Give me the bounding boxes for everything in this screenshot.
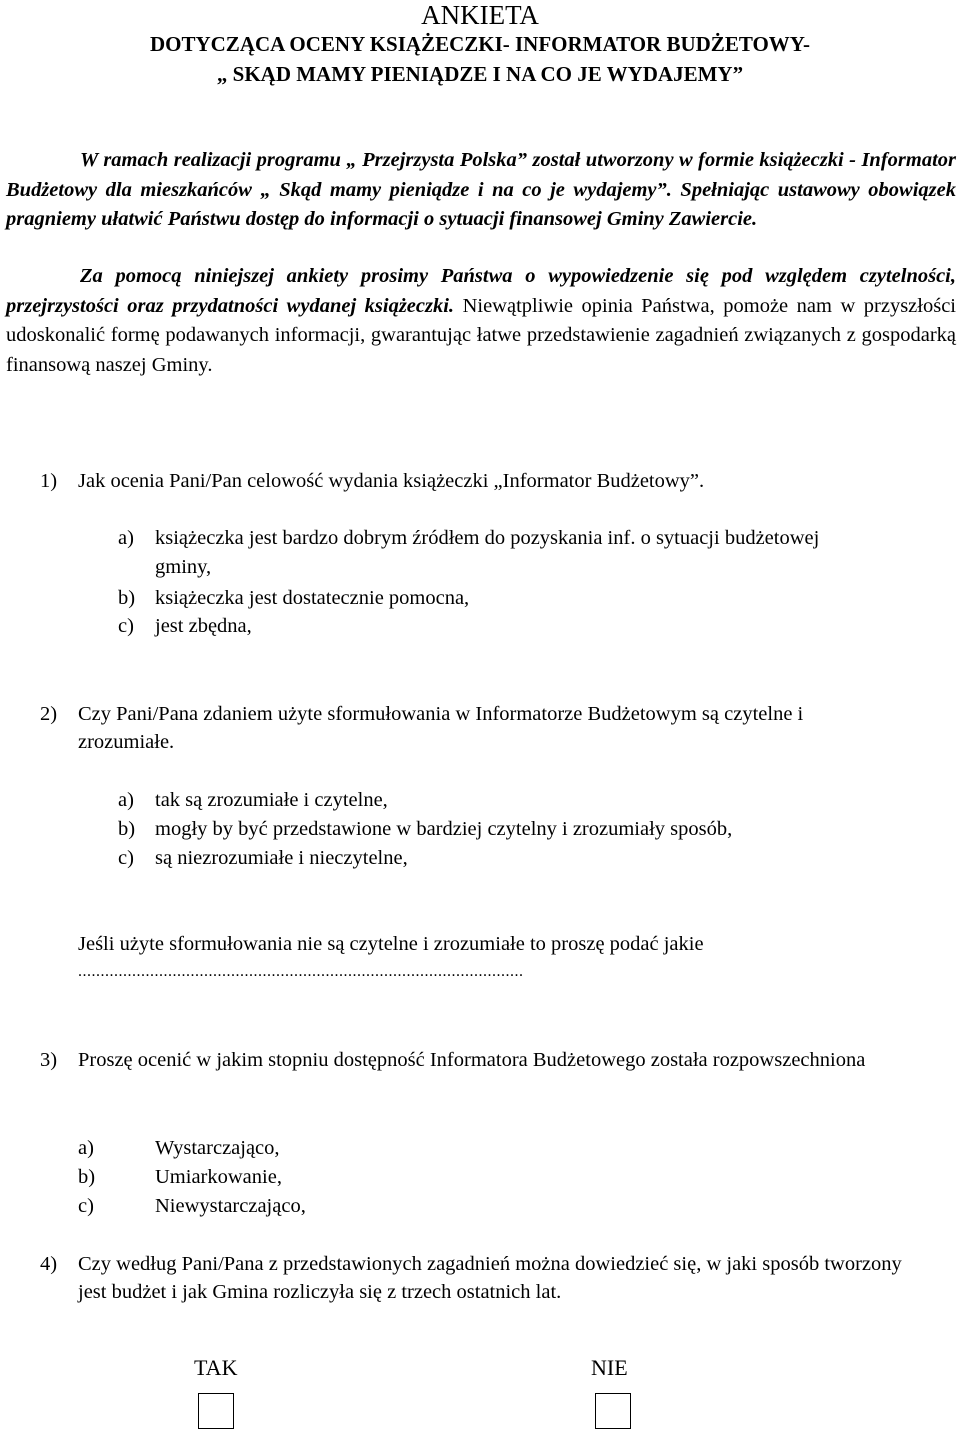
document-title: ANKIETA — [421, 0, 539, 30]
question-1-option-c[interactable] — [0, 612, 960, 642]
option-label: c) — [118, 847, 134, 869]
question-2-option-a[interactable] — [0, 786, 960, 816]
intro-paragraph-1: W ramach realizacji programu „ Przejrzysta Polska” został utworzony w formie książeczki - Informator Budżetowy dla mieszkańców „ Skąd mamy pieniądze i na co je wydajemy”. Spełniając ustawowy obowiązek pragniemy ułatwić Państwu dostęp do informacji o sytuacji finansowej Gminy Zawiercie. — [6, 149, 956, 230]
document-subtitle-line2: „ SKĄD MAMY PIENIĄDZE I NA CO JE WYDAJEMY” — [216, 62, 744, 86]
option-label: c) — [78, 1195, 94, 1217]
option-label: b) — [118, 587, 136, 609]
option-label: b) — [78, 1166, 96, 1188]
question-2-option-c[interactable] — [0, 844, 960, 874]
question-1-number: 1) — [40, 470, 58, 492]
question-1-text: Jak ocenia Pani/Pan celowość wydania książeczki „Informator Budżetowy”. — [78, 470, 705, 492]
question-2-option-b[interactable] — [0, 815, 960, 845]
intro-paragraph-2-italic: Za pomocą niniejszej ankiety prosimy Państwa o wypowiedzenie się pod względem czytelności, przejrzystości oraz przydatności wydanej książeczki. — [6, 265, 956, 317]
option-label: b) — [118, 818, 136, 840]
question-2 — [0, 700, 960, 760]
question-1-option-a[interactable] — [0, 524, 960, 584]
question-1-option-b[interactable] — [0, 584, 960, 614]
option-label: c) — [118, 615, 134, 637]
option-text: Niewystarczająco, — [155, 1195, 306, 1217]
option-text: Wystarczająco, — [155, 1137, 280, 1159]
question-2-text: Czy Pani/Pana zdaniem użyte sformułowania w Informatorze Budżetowym są czytelne i zrozumiałe. — [78, 703, 804, 753]
intro-paragraph-2 — [6, 262, 956, 380]
option-text: Umiarkowanie, — [155, 1166, 282, 1188]
option-text: książeczka jest bardzo dobrym źródłem do pozyskania inf. o sytuacji budżetowej gminy, — [155, 527, 820, 578]
question-2-number: 2) — [40, 703, 58, 725]
option-text: tak są zrozumiałe i czytelne, — [155, 789, 388, 811]
question-4 — [0, 1250, 960, 1310]
answer-no-label: NIE — [591, 1355, 628, 1380]
question-3-text: Proszę ocenić w jakim stopniu dostępność Informatora Budżetowego została rozpowszechniona — [78, 1049, 866, 1071]
option-text: mogły by być przedstawione w bardziej czytelny i zrozumiały sposób, — [155, 818, 733, 840]
question-3-option-b[interactable] — [0, 1163, 960, 1193]
question-4-number: 4) — [40, 1253, 58, 1275]
question-4-text: Czy według Pani/Pana z przedstawionych zagadnień można dowiedzieć się, w jaki sposób tworzony jest budżet i jak Gmina rozliczyła się z trzech ostatnich lat. — [78, 1253, 902, 1303]
option-text: jest zbędna, — [155, 615, 252, 637]
option-text: książeczka jest dostatecznie pomocna, — [155, 587, 470, 609]
question-2-answer-line[interactable]: ................................................................................................... — [78, 963, 524, 980]
answer-yes-label: TAK — [194, 1355, 238, 1380]
question-3-number: 3) — [40, 1049, 58, 1071]
option-label: a) — [78, 1137, 94, 1159]
option-label: a) — [118, 527, 134, 549]
question-2-followup: Jeśli użyte sformułowania nie są czytelne i zrozumiałe to proszę podać jakie — [78, 933, 704, 955]
intro-paragraph-2-rest: Niewątpliwie opinia Państwa, pomoże nam w przyszłości udoskonalić formę podawanych informacji, gwarantując łatwe przedstawienie zagadnień związanych z gospodarką finansową naszej Gminy. — [6, 294, 957, 376]
answer-yes-checkbox[interactable] — [198, 1393, 234, 1429]
option-text: są niezrozumiałe i nieczytelne, — [155, 847, 408, 869]
question-3-option-a[interactable] — [0, 1134, 960, 1164]
question-3 — [0, 1046, 960, 1106]
question-1 — [0, 467, 960, 497]
question-3-option-c[interactable] — [0, 1192, 960, 1222]
document-subtitle-line1: DOTYCZĄCA OCENY KSIĄŻECZKI- INFORMATOR BUDŻETOWY- — [149, 32, 811, 56]
answer-no-checkbox[interactable] — [595, 1393, 631, 1429]
option-label: a) — [118, 789, 134, 811]
